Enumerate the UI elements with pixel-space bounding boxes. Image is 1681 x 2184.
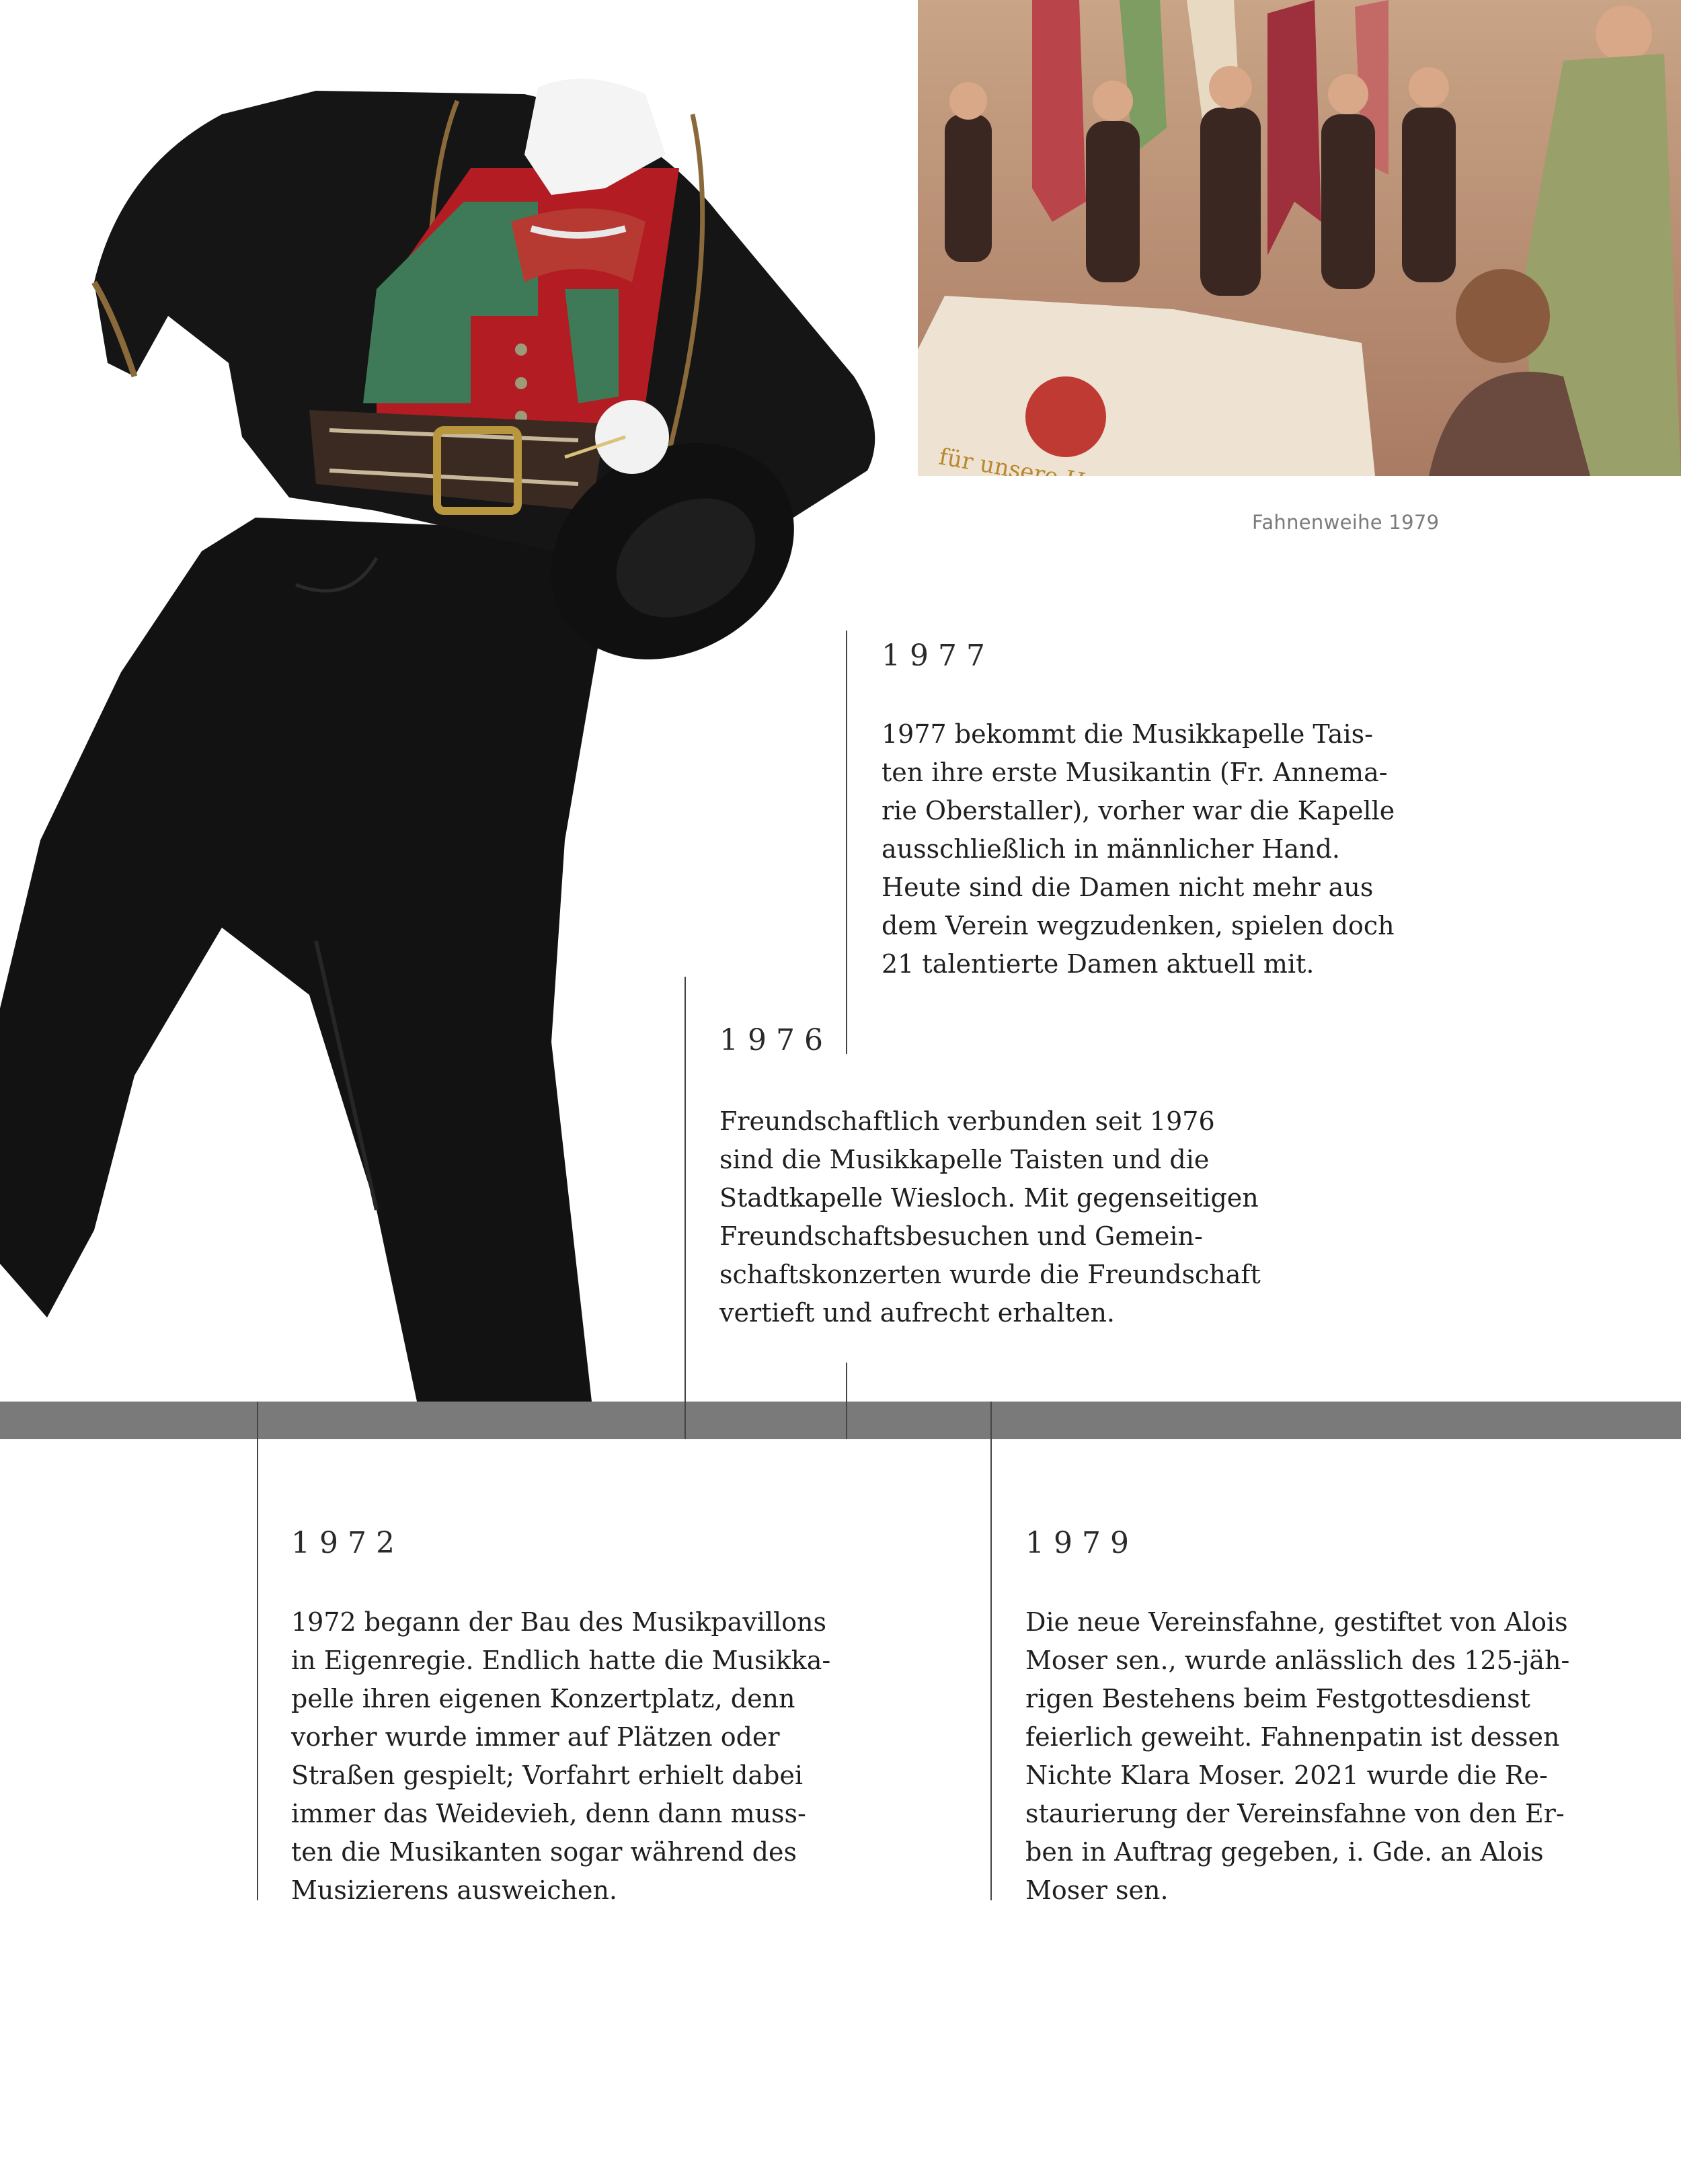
connector-1972: [257, 1402, 258, 1900]
year-1976: 1976: [719, 1023, 832, 1057]
connector-1976: [685, 977, 686, 1439]
trousers: [0, 518, 605, 1402]
text-1979: Die neue Vereinsfahne, gestiftet von Alois Moser sen., wurde anlässlich des 125-jäh- rigen Bestehens beim Festgottesdienst feierlich geweiht. Fahnenpatin ist dessen Nichte Klara Moser. 2021 wurde die Re- staurierung der Vereinsfahne von den Er- ben in Auftrag gegeben, i. Gde. an Alois Moser sen.: [1025, 1607, 1570, 1905]
year-1979: 1979: [1025, 1526, 1138, 1560]
connector-1979: [990, 1402, 992, 1900]
connector-1977-top: [846, 631, 847, 1054]
connector-1977-bottom: [846, 1363, 847, 1439]
text-1972: 1972 begann der Bau des Musikpavillons in Eigenregie. Endlich hatte die Musikka- pelle ihren eigenen Konzertplatz, denn vorher wurde immer auf Plätzen oder Straßen gespielt; Vorfahrt erhielt dabei immer das Weidevieh, denn dann muss- ten die Musikanten sogar während des Musizierens ausweichen.: [291, 1607, 831, 1905]
year-1972: 1972: [291, 1526, 404, 1560]
flag-consecration-photo: [918, 0, 1681, 476]
text-1977: 1977 bekommt die Musikkapelle Tais- ten ihre erste Musikantin (Fr. Annema- rie Oberstaller), vorher war die Kapelle ausschließlich in männlicher Hand. Heute sind die Damen nicht mehr aus dem Verein wegzudenken, spielen doch 21 talentierte Damen aktuell mit.: [882, 719, 1395, 979]
photo-caption: Fahnenweihe 1979: [1252, 511, 1440, 534]
year-1977: 1977: [882, 639, 994, 673]
text-1976: Freundschaftlich verbunden seit 1976 sind die Musikkapelle Taisten und die Stadtkapelle Wiesloch. Mit gegenseitigen Freundschaftsbesuchen und Gemein- schaftskonzerten wurde die Freundschaft vertieft und aufrecht erhalten.: [719, 1106, 1261, 1328]
timeline-bar: [0, 1402, 1681, 1439]
